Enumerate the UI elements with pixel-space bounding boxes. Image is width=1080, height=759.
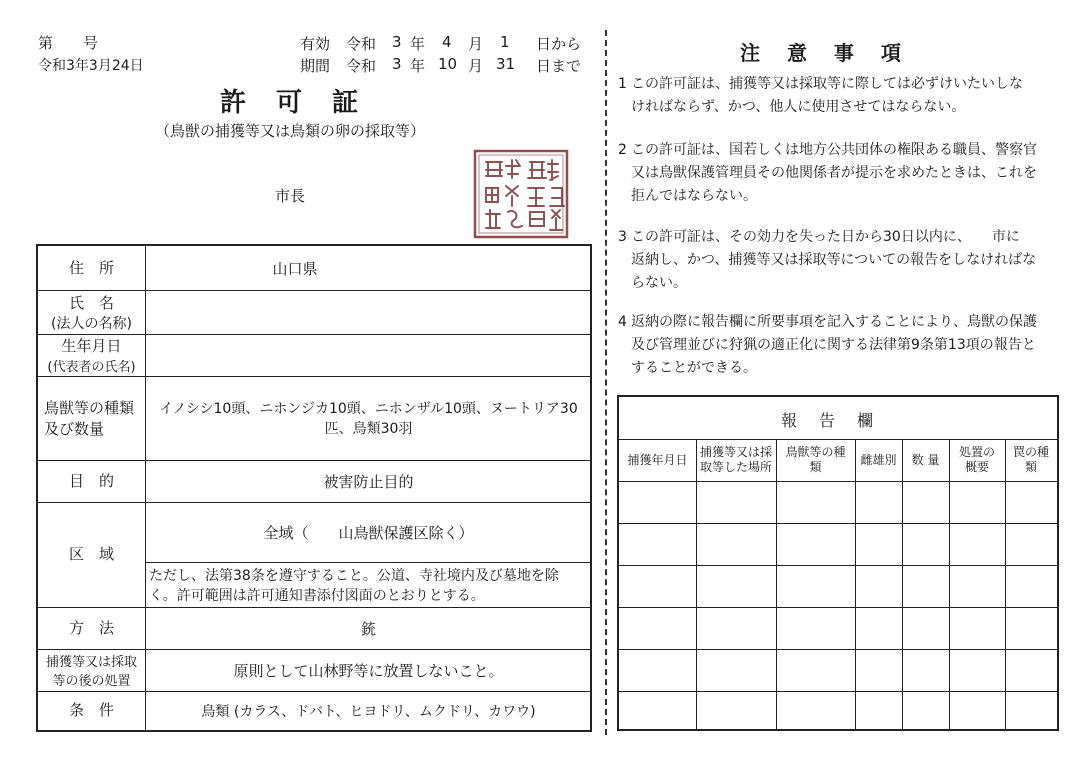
condition-label: 条 件	[68, 701, 114, 720]
report-title: 報告欄	[780, 411, 895, 430]
report-col-capture-date: 捕獲年月日	[627, 452, 688, 467]
address-value: 山口県	[272, 259, 318, 278]
disposal-label: 捕獲等又は採取 等の後の処置	[45, 655, 137, 689]
report-col-sex: 雌雄別	[860, 452, 897, 467]
page-title: 許 可 証	[219, 88, 360, 118]
report-col-capture-place: 捕獲等又は採 取等した場所	[699, 445, 772, 474]
validity-from-month-unit: 月	[468, 35, 484, 53]
report-col-species: 鳥獣等の種 類	[785, 445, 846, 474]
report-col-quantity: 数 量	[911, 452, 940, 467]
species-value: イノシシ10頭、ニホンジカ10頭、ニホンザル10頭、ヌートリア30 匹、鳥類30羽	[159, 401, 578, 437]
validity-to-month: 10	[438, 55, 458, 73]
area-value: 全域（ 山鳥獣保護区除く）	[263, 523, 474, 542]
area-note: ただし、法第38条を遵守すること。公道、寺社境内及び墓地を除 く。許可範囲は許可通知書添付図面のとおりとする。	[149, 567, 559, 604]
validity-label-top: 有効	[300, 35, 331, 53]
disposal-value: 原則として山林野等に放置しないこと。	[233, 661, 504, 680]
validity-from-year: 3	[392, 33, 402, 51]
validity-to-day: 31	[496, 55, 516, 73]
validity-from-suffix: 日から	[536, 35, 582, 53]
validity-from-day: 1	[500, 33, 510, 51]
note-item: 2 この許可証は、国若しくは地方公共団体の権限ある職員、警察官 又は鳥獣保護管理員その他関係者が提示を求めたときは、これを 拒んではならない。	[618, 142, 1037, 204]
birthdate-label: 生年月日 (代表者の氏名)	[47, 337, 136, 375]
note-item: 3 この許可証は、その効力を失った日から30日以内に、 市に 返納し、かつ、捕獲等又は採取等についての報告をしなければな らない。	[618, 229, 1037, 291]
name-value-field	[145, 290, 592, 334]
method-value: 銃	[360, 619, 376, 638]
notes-title: 注 意 事 項	[740, 41, 911, 65]
report-col-trap-type: 罠の種 類	[1012, 445, 1049, 474]
method-label: 方 法	[68, 618, 114, 637]
page-subtitle: （鳥獣の捕獲等又は鳥類の卵の採取等）	[154, 122, 425, 140]
note-item: 4 返納の際に報告欄に所要事項を記入することにより、鳥獣の保護 及び管理並びに狩猟の適正化に関する法律第9条第13項の報告と することができる。	[618, 314, 1037, 376]
validity-to-suffix: 日まで	[536, 57, 582, 75]
purpose-label: 目 的	[68, 471, 114, 490]
validity-from-row	[300, 33, 590, 53]
validity-from-month: 4	[442, 33, 452, 51]
validity-to-year-unit: 年	[410, 57, 426, 75]
note-item: 1 この許可証は、捕獲等又は採取等に際しては必ずけいたいしな ければならず、かつ、他人に使用させてはならない。	[618, 76, 1023, 115]
page-divider	[605, 30, 607, 735]
permit-number-label: 第 号	[38, 34, 99, 52]
validity-to-month-unit: 月	[468, 57, 484, 75]
issuer-label: 市長	[275, 187, 306, 205]
validity-to-row	[300, 55, 590, 75]
validity-to-era: 令和	[346, 57, 377, 75]
birthdate-value-field	[145, 334, 592, 376]
name-label: 氏 名 (法人の名称)	[51, 293, 132, 332]
permit-details-table	[36, 244, 592, 732]
report-col-disposal: 処置の 概要	[958, 445, 995, 474]
report-table	[617, 395, 1059, 731]
purpose-value: 被害防止目的	[323, 472, 414, 491]
area-label: 区 域	[68, 545, 114, 564]
address-label: 住 所	[68, 258, 114, 277]
validity-from-year-unit: 年	[410, 35, 426, 53]
species-label: 鳥獣等の種類 及び数量	[44, 399, 135, 438]
validity-label-bottom: 期間	[300, 57, 331, 75]
validity-from-era: 令和	[346, 35, 377, 53]
issue-date: 令和3年3月24日	[38, 58, 144, 74]
official-seal-stamp	[472, 148, 570, 240]
validity-to-year: 3	[392, 55, 402, 73]
condition-value: 鳥類 (カラス、ドバト、ヒヨドリ、ムクドリ、カワウ)	[201, 703, 536, 720]
